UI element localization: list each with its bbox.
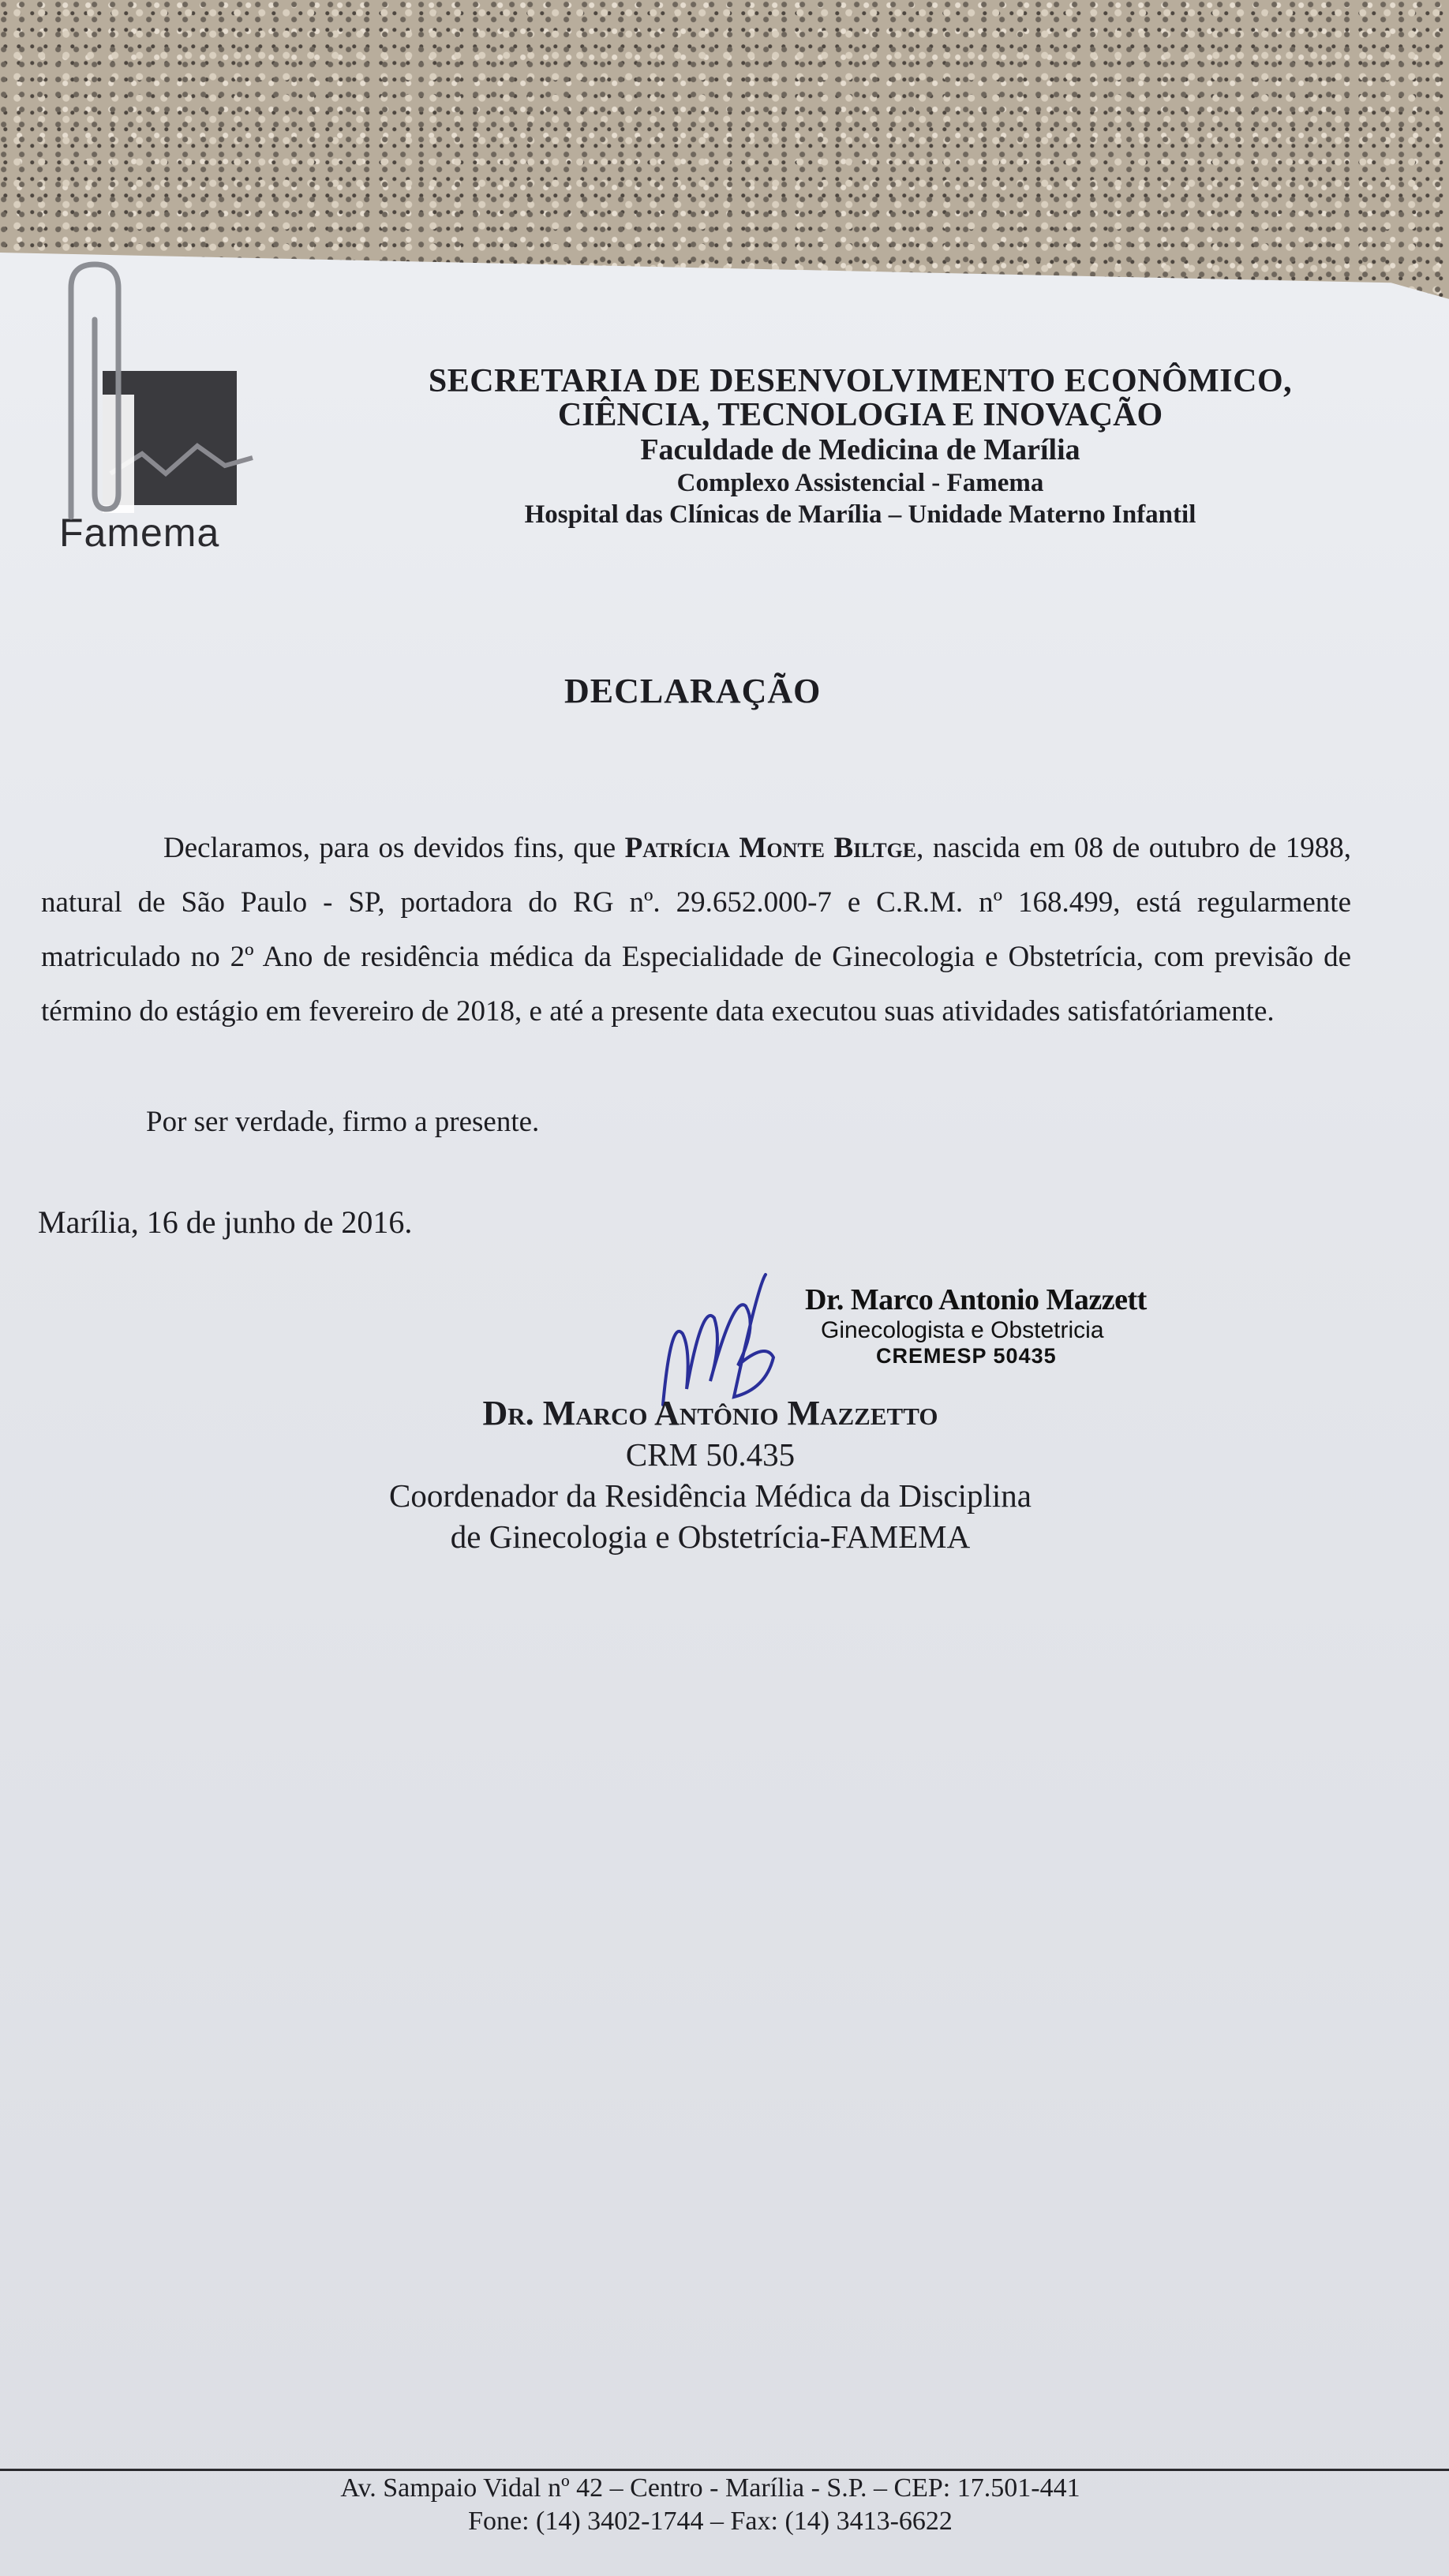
doctor-stamp xyxy=(805,1282,1147,1368)
signer-block xyxy=(237,1393,1184,1557)
place-date: Marília, 16 de junho de 2016. xyxy=(38,1204,413,1240)
header-line-1: SECRETARIA DE DESENVOLVIMENTO ECONÔMICO, xyxy=(428,363,1293,399)
paragraph-part-1: Declaramos, para os devidos fins, que xyxy=(163,832,625,864)
header-line-2: CIÊNCIA, TECNOLOGIA E INOVAÇÃO xyxy=(557,397,1163,433)
header-line-4: Complexo Assistencial - Famema xyxy=(676,469,1044,497)
footer-address: Av. Sampaio Vidal nº 42 – Centro - Marília - S.P. – CEP: 17.501-441 xyxy=(340,2473,1080,2503)
stamp-specialty: Ginecologista e Obstetricia xyxy=(821,1317,1104,1343)
signer-name: Dr. Marco Antônio Mazzetto xyxy=(482,1394,938,1432)
header-line-3: Faculdade de Medicina de Marília xyxy=(640,433,1080,466)
letterhead xyxy=(347,365,1373,530)
paragraph-part-2: , nascida em 08 de outubro de 1988, natural de São Paulo - SP, portadora do RG nº. 29.652.000-7 e C.R.M. nº 168.499, está regularmente matriculado no 2º Ano de residência médica da Especialidade de Ginecologia e Obstetrícia, com previsão de término do estágio em fevereiro de 2018, e até a presente data executou suas atividades satisfatóriamente. xyxy=(41,832,1352,1028)
paperclip-icon xyxy=(55,256,150,525)
header-line-5: Hospital das Clínicas de Marília – Unidade Materno Infantil xyxy=(524,500,1196,529)
stamp-crm: CREMESP 50435 xyxy=(876,1344,1057,1368)
logo-text: Famema xyxy=(59,511,220,555)
declaration-paragraph xyxy=(41,821,1351,1039)
closing-line: Por ser verdade, firmo a presente. xyxy=(146,1106,540,1138)
footer xyxy=(237,2461,1184,2538)
footer-phone: Fone: (14) 3402-1744 – Fax: (14) 3413-6622 xyxy=(468,2507,953,2536)
stamp-name: Dr. Marco Antonio Mazzett xyxy=(805,1283,1147,1316)
document-title: DECLARAÇÃO xyxy=(564,672,822,710)
signer-crm: CRM 50.435 xyxy=(625,1436,796,1473)
person-name: Patrícia Monte Biltge xyxy=(624,832,917,864)
signer-role-1: Coordenador da Residência Médica da Disciplina xyxy=(388,1477,1032,1514)
signer-role-2: de Ginecologia e Obstetrícia-FAMEMA xyxy=(450,1518,971,1555)
